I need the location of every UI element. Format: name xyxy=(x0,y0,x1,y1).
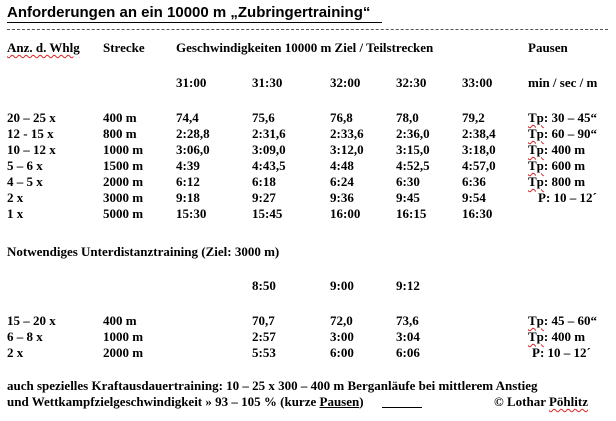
table-cell: 6:24 xyxy=(330,174,354,189)
table-row-pause xyxy=(528,174,585,189)
footer-pausen-link: Pausen xyxy=(319,394,360,409)
table-cell: 9:54 xyxy=(462,190,486,205)
table-cell: 79,2 xyxy=(462,110,485,125)
copyright xyxy=(494,394,588,409)
table-cell: 2:57 xyxy=(252,329,276,344)
table-cell: 6:18 xyxy=(252,174,276,189)
table-cell: 6:06 xyxy=(396,345,420,360)
table-row-distance: 800 m xyxy=(103,126,137,141)
table-cell: 16:00 xyxy=(330,206,361,221)
table-cell: 2:36,0 xyxy=(396,126,430,141)
table-row-reps: 1 x xyxy=(7,206,24,221)
table-row-distance: 5000 m xyxy=(103,206,144,221)
table-cell: 2:28,8 xyxy=(176,126,210,141)
table-cell: 6:12 xyxy=(176,174,200,189)
target-time-1: 31:00 xyxy=(176,75,207,90)
table-row-reps: 10 – 12 x xyxy=(7,142,56,157)
table-row-pause: P: 10 – 12´ xyxy=(532,345,591,360)
pause-tp: Tp xyxy=(528,142,544,157)
pause-tp: Tp xyxy=(528,158,544,173)
pause-tp: Tp xyxy=(528,313,544,328)
table-row-distance: 400 m xyxy=(103,313,137,328)
table-cell: 2:38,4 xyxy=(462,126,496,141)
pause-value: : 30 – 45“ xyxy=(543,110,597,125)
pause-tp: Tp xyxy=(528,174,544,189)
table-row-pause xyxy=(528,313,597,328)
table-cell: 3:15,0 xyxy=(396,142,430,157)
table-cell: 9:18 xyxy=(176,190,200,205)
table-cell: 9:45 xyxy=(396,190,420,205)
table-row-reps: 20 – 25 x xyxy=(7,110,56,125)
table-row-reps: 5 – 6 x xyxy=(7,158,43,173)
table-cell: 2:31,6 xyxy=(252,126,286,141)
table-row-distance: 3000 m xyxy=(103,190,144,205)
table-cell: 15:45 xyxy=(252,206,283,221)
pause-value: : 800 m xyxy=(543,174,586,189)
table-row-reps: 12 - 15 x xyxy=(7,126,54,141)
table-cell: 3:04 xyxy=(396,329,420,344)
target-time-5: 33:00 xyxy=(462,75,493,90)
target-time-3000-2: 9:00 xyxy=(330,278,354,293)
target-time-3000-3: 9:12 xyxy=(396,278,420,293)
table-cell: 5:53 xyxy=(252,345,276,360)
pause-value: : 60 – 90“ xyxy=(543,126,597,141)
table-cell: 6:00 xyxy=(330,345,354,360)
footer-line-2-text: und Wettkampfzielgeschwindigkeit » 93 – 105 % (kurze xyxy=(7,394,320,409)
table-cell: 3:06,0 xyxy=(176,142,210,157)
header-reps-text: Anz. d. Whlg xyxy=(7,40,80,55)
footer-line-2 xyxy=(7,394,364,409)
table-cell: 4:39 xyxy=(176,158,200,173)
section-heading: Notwendiges Unterdistanztraining (Ziel: 3000 m) xyxy=(7,244,280,259)
pause-value: : 45 – 60“ xyxy=(543,313,597,328)
table-cell: 4:57,0 xyxy=(462,158,496,173)
table-row-reps: 4 – 5 x xyxy=(7,174,43,189)
target-time-3: 32:00 xyxy=(330,75,361,90)
table-cell: 9:36 xyxy=(330,190,354,205)
footer-underline xyxy=(382,407,422,408)
author-name: Pöhlitz xyxy=(548,394,588,409)
table-cell: 70,7 xyxy=(252,313,275,328)
table-row-pause xyxy=(528,110,597,125)
table-cell: 3:09,0 xyxy=(252,142,286,157)
footer-line-1: auch spezielles Kraftausdauertraining: 10 – 25 x 300 – 400 m Berganläufe bei mittlerem Anstieg xyxy=(7,378,538,393)
table-row-distance: 1500 m xyxy=(103,158,144,173)
pause-tp: Tp xyxy=(528,126,544,141)
pause-value: : 400 m xyxy=(543,329,586,344)
table-cell: 6:30 xyxy=(396,174,420,189)
pause-tp: Tp xyxy=(528,329,544,344)
page-title: Anforderungen an ein 10000 m „Zubringertraining“ xyxy=(7,4,371,21)
header-reps xyxy=(7,40,80,55)
table-row-distance: 1000 m xyxy=(103,142,144,157)
table-cell: 3:00 xyxy=(330,329,354,344)
header-distance: Strecke xyxy=(103,40,145,55)
table-row-pause xyxy=(528,158,585,173)
table-cell: 16:30 xyxy=(462,206,493,221)
header-pausen: Pausen xyxy=(528,40,568,55)
table-row-reps: 15 – 20 x xyxy=(7,313,56,328)
table-row-pause xyxy=(528,142,585,157)
header-speeds: Geschwindigkeiten 10000 m Ziel / Teilstrecken xyxy=(176,40,434,55)
table-cell: 75,6 xyxy=(252,110,275,125)
table-cell: 2:33,6 xyxy=(330,126,364,141)
table-cell: 4:48 xyxy=(330,158,354,173)
copyright-prefix: © Lothar xyxy=(494,394,549,409)
table-row-distance: 2000 m xyxy=(103,345,144,360)
table-row-reps: 6 – 8 x xyxy=(7,329,43,344)
target-time-2: 31:30 xyxy=(252,75,283,90)
pause-units: min / sec / m xyxy=(528,75,598,90)
table-cell: 3:18,0 xyxy=(462,142,496,157)
pause-tp: Tp xyxy=(528,110,544,125)
table-cell: 3:12,0 xyxy=(330,142,364,157)
table-row-pause xyxy=(528,126,597,141)
footer-line-2-end: ) xyxy=(359,394,364,409)
table-row-distance: 400 m xyxy=(103,110,137,125)
table-row-reps: 2 x xyxy=(7,190,24,205)
title-underline xyxy=(7,22,382,23)
table-row-pause: P: 10 – 12´ xyxy=(538,190,597,205)
pause-value: : 400 m xyxy=(543,142,586,157)
table-cell: 74,4 xyxy=(176,110,199,125)
table-row-reps: 2 x xyxy=(7,345,24,360)
target-time-3000-1: 8:50 xyxy=(252,278,276,293)
target-time-4: 32:30 xyxy=(396,75,427,90)
table-cell: 9:27 xyxy=(252,190,276,205)
table-cell: 4:43,5 xyxy=(252,158,286,173)
table-cell: 73,6 xyxy=(396,313,419,328)
table-cell: 16:15 xyxy=(396,206,427,221)
pause-value: : 600 m xyxy=(543,158,586,173)
table-row-distance: 2000 m xyxy=(103,174,144,189)
table-row-distance: 1000 m xyxy=(103,329,144,344)
table-cell: 76,8 xyxy=(330,110,353,125)
table-row-pause xyxy=(528,329,585,344)
table-cell: 6:36 xyxy=(462,174,486,189)
table-cell: 15:30 xyxy=(176,206,207,221)
table-cell: 78,0 xyxy=(396,110,419,125)
table-cell: 4:52,5 xyxy=(396,158,430,173)
dashed-divider xyxy=(7,29,608,30)
table-cell: 72,0 xyxy=(330,313,353,328)
